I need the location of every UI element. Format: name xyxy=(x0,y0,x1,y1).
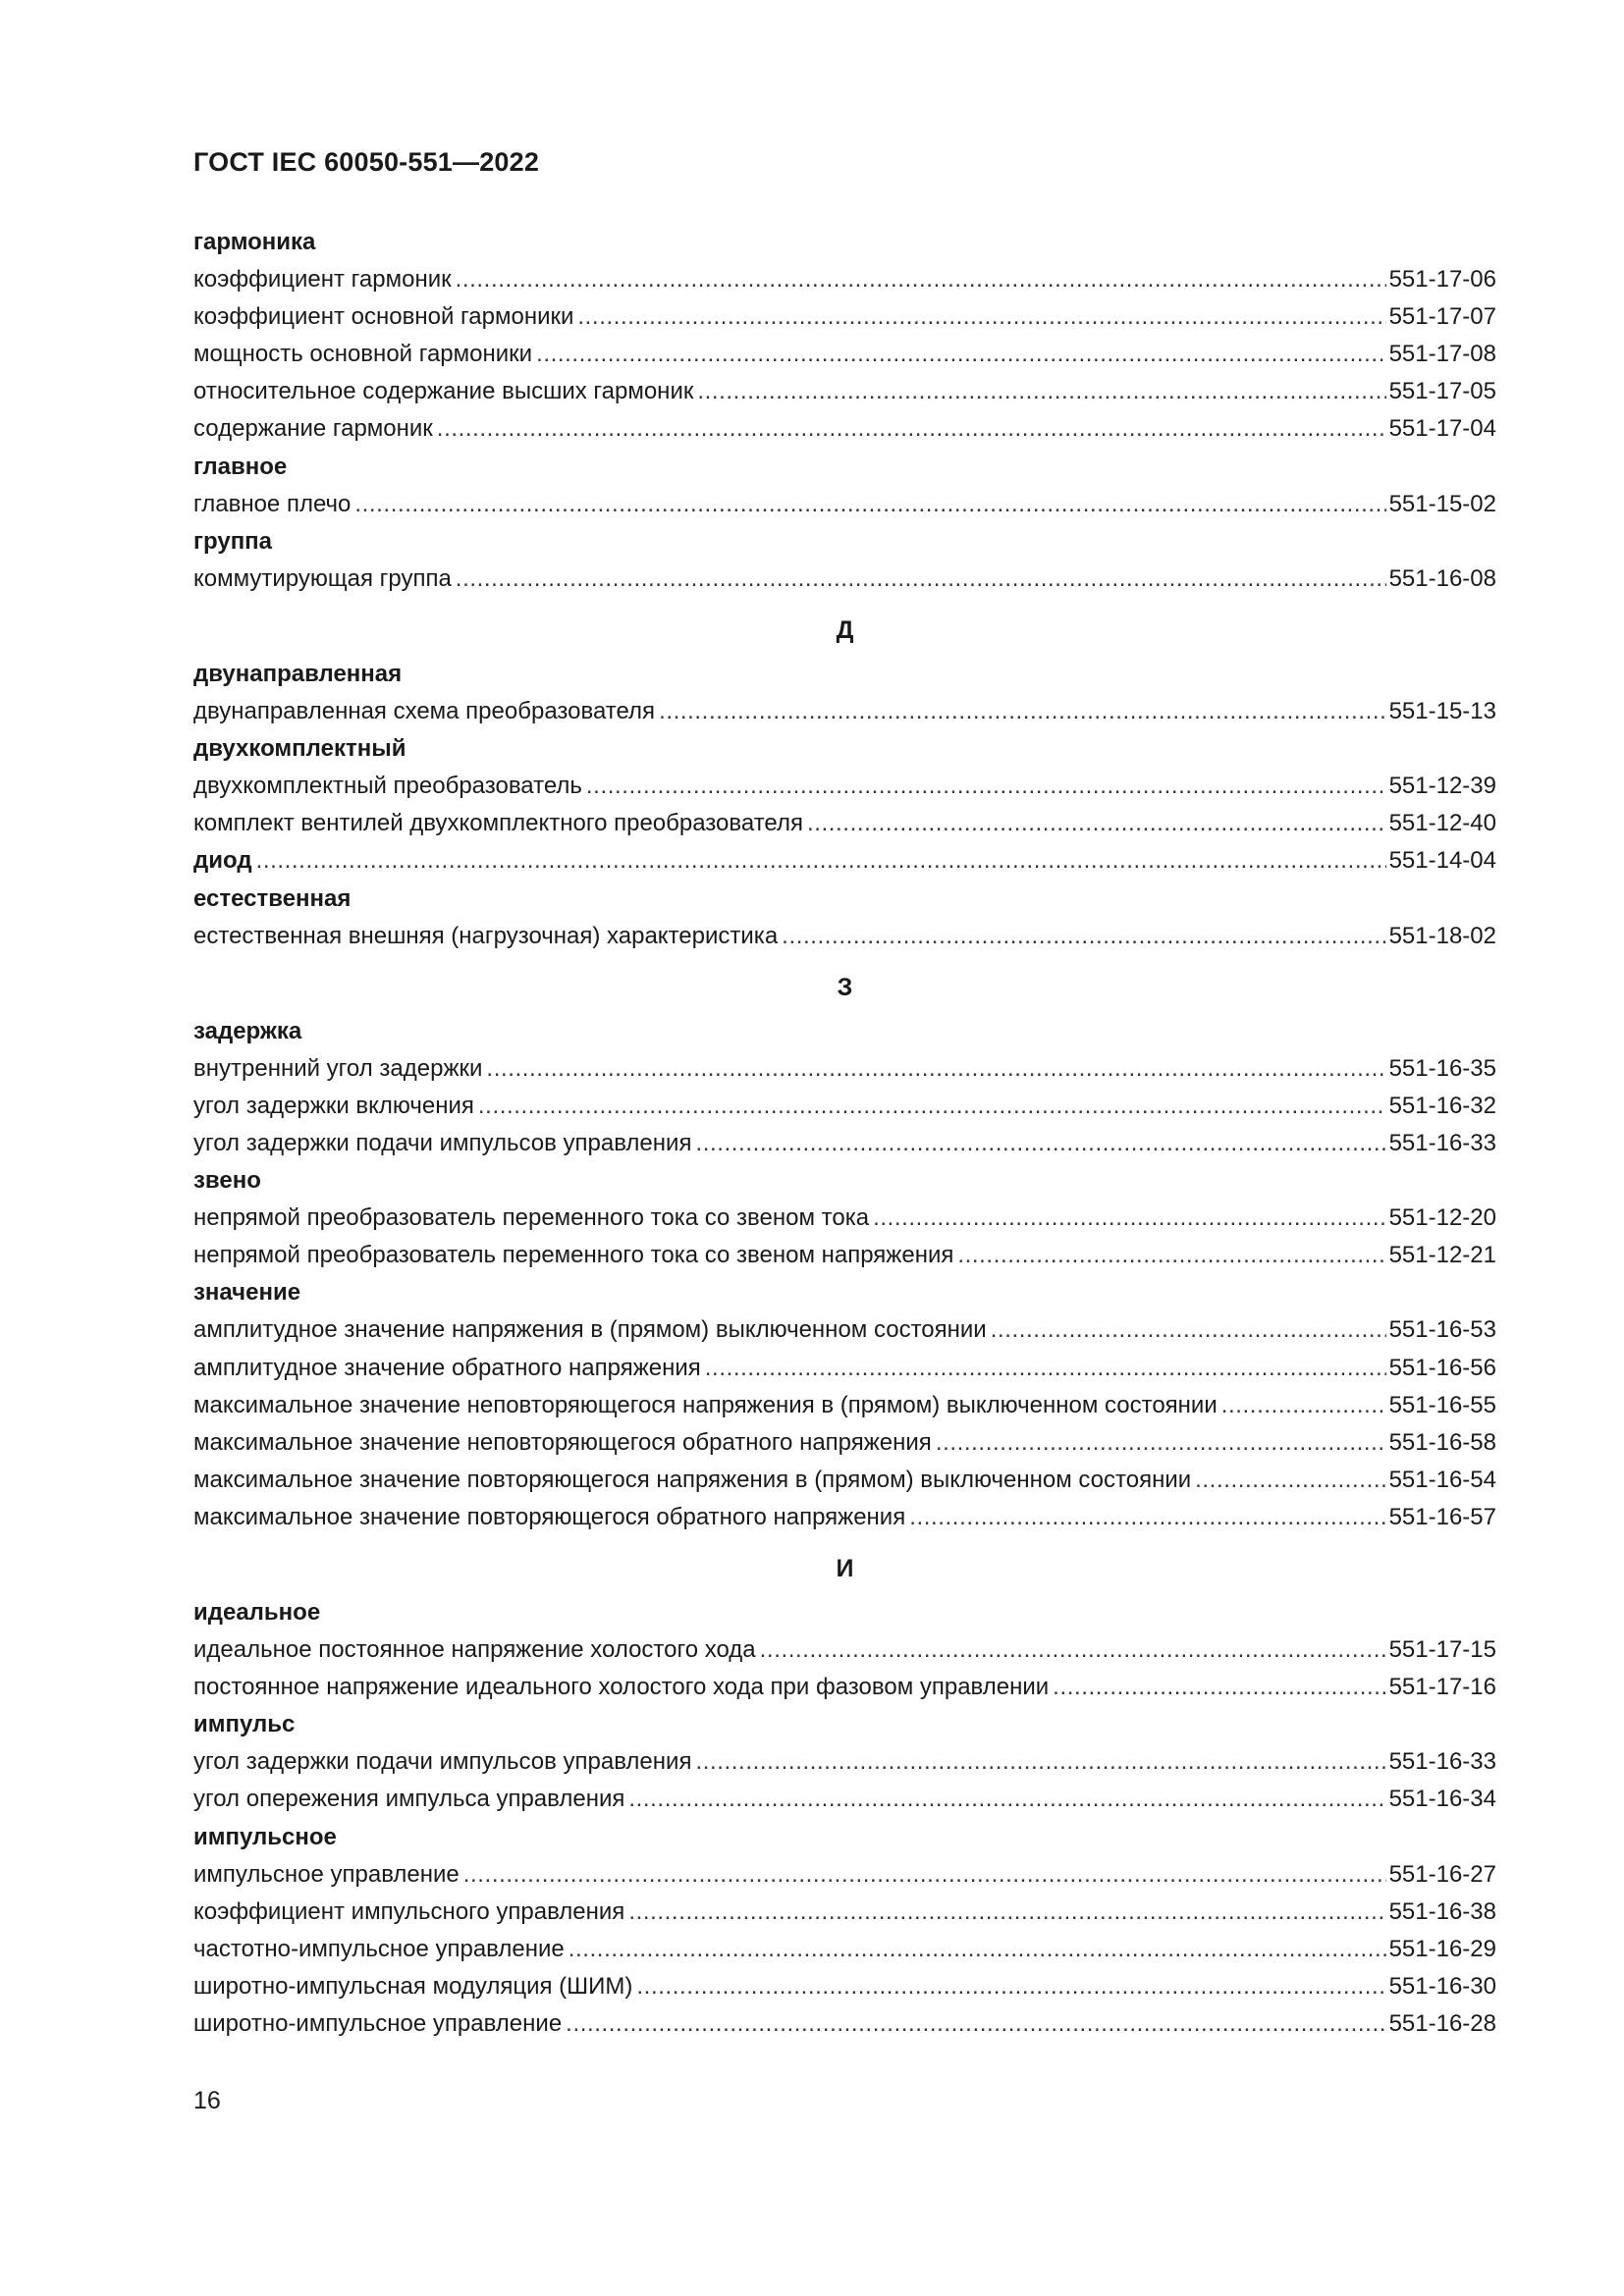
entry-reference: 551-16-27 xyxy=(1388,1860,1496,1888)
index-entry xyxy=(193,336,1496,373)
term-index xyxy=(193,224,1496,2043)
dot-leader xyxy=(1195,1462,1385,1499)
section-letter: И xyxy=(836,1555,854,1582)
dot-leader xyxy=(586,768,1386,805)
entry-term: диод xyxy=(193,847,252,875)
index-entry xyxy=(193,1856,1496,1894)
index-entry xyxy=(193,1237,1496,1274)
entry-reference: 551-17-04 xyxy=(1388,415,1496,443)
dot-leader xyxy=(1221,1387,1386,1424)
entry-term: амплитудное значение обратного напряжения xyxy=(193,1354,701,1381)
index-keyword: задержка xyxy=(193,1017,302,1044)
document-header: ГОСТ IEC 60050-551—2022 xyxy=(193,147,540,177)
entry-term: широтно-импульсная модуляция (ШИМ) xyxy=(193,1972,633,2000)
dot-leader xyxy=(909,1499,1385,1536)
index-entry xyxy=(193,1781,1496,1818)
entry-term: двунаправленная схема преобразователя xyxy=(193,698,656,725)
page-number: 16 xyxy=(193,2087,221,2114)
entry-term: двухкомплектный преобразователь xyxy=(193,773,582,800)
entry-reference: 551-16-33 xyxy=(1388,1129,1496,1156)
index-entry xyxy=(193,1200,1496,1237)
dot-leader xyxy=(807,805,1386,842)
entry-reference: 551-16-32 xyxy=(1388,1092,1496,1119)
entry-term: содержание гармоник xyxy=(193,415,433,443)
entry-reference: 551-16-35 xyxy=(1388,1054,1496,1082)
entry-reference: 551-15-02 xyxy=(1388,490,1496,517)
dot-leader xyxy=(957,1237,1385,1274)
index-keyword: главное xyxy=(193,453,288,480)
index-keyword: двухкомплектный xyxy=(193,735,406,763)
entry-reference: 551-16-58 xyxy=(1388,1428,1496,1456)
index-entry xyxy=(193,805,1496,842)
dot-leader xyxy=(437,410,1386,448)
entry-term: относительное содержание высших гармоник xyxy=(193,378,694,405)
entry-term: угол задержки включения xyxy=(193,1092,474,1119)
entry-reference: 551-17-05 xyxy=(1388,378,1496,405)
dot-leader xyxy=(697,373,1385,410)
entry-reference: 551-16-55 xyxy=(1388,1391,1496,1418)
entry-term: мощность основной гармоники xyxy=(193,341,533,368)
index-entry xyxy=(193,1743,1496,1781)
dot-leader xyxy=(628,1781,1385,1818)
entry-term: импульсное управление xyxy=(193,1860,460,1888)
entry-reference: 551-16-33 xyxy=(1388,1748,1496,1776)
dot-leader xyxy=(354,486,1385,523)
index-entry xyxy=(193,1424,1496,1462)
entry-term: угол задержки подачи импульсов управления xyxy=(193,1748,692,1776)
index-entry xyxy=(193,261,1496,298)
index-entry xyxy=(193,1050,1496,1088)
entry-term: коэффициент основной гармоники xyxy=(193,303,574,331)
index-entry xyxy=(193,1669,1496,1706)
dot-leader xyxy=(478,1088,1386,1125)
entry-term: частотно-импульсное управление xyxy=(193,1935,565,1962)
dot-leader xyxy=(456,561,1386,598)
entry-reference: 551-12-20 xyxy=(1388,1204,1496,1232)
entry-reference: 551-16-38 xyxy=(1388,1897,1496,1925)
dot-leader xyxy=(486,1050,1385,1088)
entry-reference: 551-16-28 xyxy=(1388,2010,1496,2038)
index-entry xyxy=(193,1968,1496,2005)
entry-term: максимальное значение повторяющегося обратного напряжения xyxy=(193,1503,906,1530)
entry-term: непрямой преобразователь переменного тока со звеном тока xyxy=(193,1204,870,1232)
dot-leader xyxy=(536,336,1386,373)
index-keyword: группа xyxy=(193,527,273,555)
dot-leader xyxy=(1053,1669,1385,1706)
index-entry xyxy=(193,1894,1496,1931)
entry-term: непрямой преобразователь переменного тока со звеном напряжения xyxy=(193,1242,954,1269)
entry-reference: 551-17-06 xyxy=(1388,266,1496,294)
dot-leader xyxy=(256,842,1386,880)
entry-term: постоянное напряжение идеального холостого хода при фазовом управлении xyxy=(193,1674,1050,1701)
entry-reference: 551-17-15 xyxy=(1388,1636,1496,1664)
entry-term: максимальное значение повторяющегося напряжения в (прямом) выключенном состоянии xyxy=(193,1466,1192,1493)
index-entry xyxy=(193,2005,1496,2043)
dot-leader xyxy=(782,918,1385,955)
dot-leader xyxy=(760,1631,1386,1669)
dot-leader xyxy=(628,1894,1385,1931)
dot-leader xyxy=(705,1350,1386,1387)
entry-term: коэффициент гармоник xyxy=(193,266,452,294)
entry-reference: 551-16-29 xyxy=(1388,1935,1496,1962)
entry-reference: 551-16-53 xyxy=(1388,1316,1496,1344)
entry-reference: 551-16-56 xyxy=(1388,1354,1496,1381)
index-entry xyxy=(193,1499,1496,1536)
dot-leader xyxy=(936,1424,1386,1462)
entry-term: угол опережения импульса управления xyxy=(193,1786,625,1813)
index-entry xyxy=(193,768,1496,805)
index-keyword: значение xyxy=(193,1279,301,1307)
section-letter: Д xyxy=(836,615,854,644)
index-entry xyxy=(193,918,1496,955)
index-entry xyxy=(193,1311,1496,1349)
entry-term: широтно-импульсное управление xyxy=(193,2010,563,2038)
entry-reference: 551-17-08 xyxy=(1388,341,1496,368)
index-entry xyxy=(193,1931,1496,1968)
index-keyword: идеальное xyxy=(193,1599,321,1626)
dot-leader xyxy=(991,1311,1386,1349)
entry-reference: 551-16-08 xyxy=(1388,564,1496,592)
index-keyword: гармоника xyxy=(193,229,316,255)
index-entry xyxy=(193,410,1496,448)
entry-term: главное плечо xyxy=(193,490,352,517)
entry-term: внутренний угол задержки xyxy=(193,1054,483,1082)
index-entry xyxy=(193,842,1496,880)
dot-leader xyxy=(566,2005,1385,2043)
index-entry xyxy=(193,1350,1496,1387)
index-entry xyxy=(193,486,1496,523)
index-entry xyxy=(193,1125,1496,1162)
entry-reference: 551-16-30 xyxy=(1388,1972,1496,2000)
index-entry xyxy=(193,373,1496,410)
dot-leader xyxy=(659,693,1386,730)
index-entry xyxy=(193,1387,1496,1424)
entry-reference: 551-17-07 xyxy=(1388,303,1496,331)
index-entry xyxy=(193,561,1496,598)
index-keyword: импульсное xyxy=(193,1823,337,1850)
index-keyword: импульс xyxy=(193,1711,296,1738)
index-keyword: двунаправленная xyxy=(193,660,403,687)
dot-leader xyxy=(636,1968,1385,2005)
dot-leader xyxy=(873,1200,1386,1237)
entry-reference: 551-16-57 xyxy=(1388,1503,1496,1530)
index-entry xyxy=(193,1631,1496,1669)
dot-leader xyxy=(695,1125,1385,1162)
index-entry xyxy=(193,298,1496,336)
entry-term: угол задержки подачи импульсов управления xyxy=(193,1129,692,1156)
dot-leader xyxy=(568,1931,1386,1968)
entry-term: коэффициент импульсного управления xyxy=(193,1897,625,1925)
entry-term: естественная внешняя (нагрузочная) характеристика xyxy=(193,922,779,949)
entry-reference: 551-12-21 xyxy=(1388,1242,1496,1269)
entry-term: коммутирующая группа xyxy=(193,564,452,592)
index-entry xyxy=(193,693,1496,730)
entry-reference: 551-12-39 xyxy=(1388,773,1496,800)
entry-reference: 551-18-02 xyxy=(1388,922,1496,949)
entry-reference: 551-16-54 xyxy=(1388,1466,1496,1493)
entry-term: комплект вентилей двухкомплектного преобразователя xyxy=(193,810,803,837)
index-keyword: естественная xyxy=(193,884,352,912)
dot-leader xyxy=(695,1743,1385,1781)
entry-term: амплитудное значение напряжения в (прямом) выключенном состоянии xyxy=(193,1316,987,1344)
entry-term: максимальное значение неповторяющегося обратного напряжения xyxy=(193,1428,932,1456)
section-letter: З xyxy=(837,973,853,1001)
entry-term: максимальное значение неповторяющегося напряжения в (прямом) выключенном состоянии xyxy=(193,1391,1218,1418)
index-entry xyxy=(193,1462,1496,1499)
dot-leader xyxy=(463,1856,1386,1894)
index-keyword: звено xyxy=(193,1167,261,1195)
entry-reference: 551-17-16 xyxy=(1388,1674,1496,1701)
entry-reference: 551-14-04 xyxy=(1388,847,1496,875)
dot-leader xyxy=(456,261,1386,298)
dot-leader xyxy=(577,298,1385,336)
entry-reference: 551-15-13 xyxy=(1388,698,1496,725)
entry-term: идеальное постоянное напряжение холостого хода xyxy=(193,1636,756,1664)
entry-reference: 551-12-40 xyxy=(1388,810,1496,837)
index-entry xyxy=(193,1088,1496,1125)
entry-reference: 551-16-34 xyxy=(1388,1786,1496,1813)
